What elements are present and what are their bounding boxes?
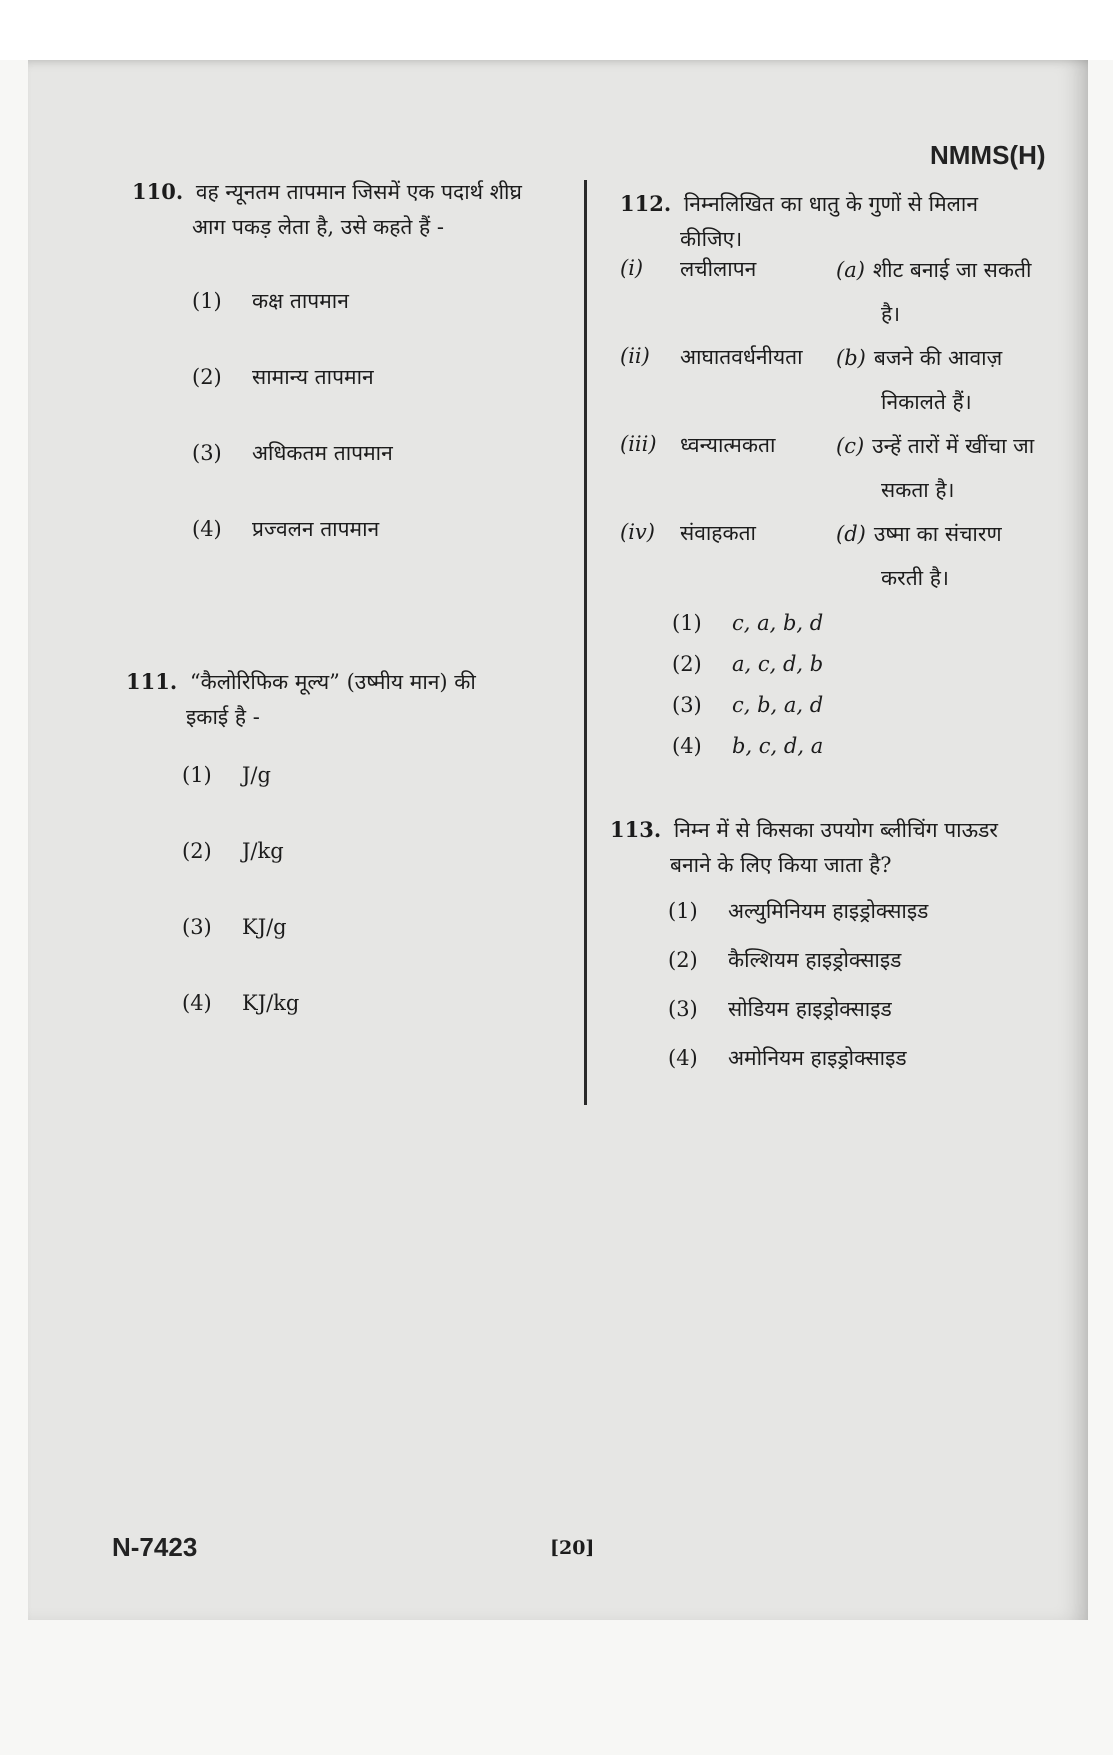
- option-number: (1): [672, 611, 702, 635]
- option-number: (3): [672, 693, 702, 717]
- match-text-cont: सकता है।: [881, 478, 955, 502]
- question-text-line: “कैलोरिफिक मूल्य” (उष्मीय मान) की: [189, 670, 476, 694]
- question-number: 112.: [620, 191, 672, 216]
- option-text: सामान्य तापमान: [252, 365, 374, 389]
- option-110-2[interactable]: [192, 362, 374, 392]
- option-number: (2): [672, 652, 702, 676]
- match-right-a: [836, 248, 1031, 336]
- match-text: शीट बनाई जा सकती: [872, 258, 1032, 282]
- match-left-ii: आघातवर्धनीयता: [680, 345, 803, 369]
- booklet-code-footer: N-7423: [112, 1532, 198, 1562]
- match-left-iv: संवाहकता: [680, 521, 756, 545]
- match-text: उष्मा का संचारण: [873, 522, 1002, 546]
- option-text: J/kg: [242, 839, 284, 863]
- question-111-line2: इकाई है -: [186, 705, 260, 729]
- option-text: KJ/g: [242, 915, 287, 939]
- option-110-1[interactable]: [192, 286, 349, 316]
- column-divider: [584, 180, 587, 1105]
- option-number: (3): [668, 997, 698, 1021]
- question-110-line2: आग पकड़ लेता है, उसे कहते हैं -: [192, 215, 444, 239]
- scan-background: [0, 0, 1113, 60]
- option-text: सोडियम हाइड्रोक्साइड: [728, 997, 892, 1021]
- match-roman-iv: (iv): [620, 520, 655, 544]
- match-text: उन्हें तारों में खींचा जा: [872, 434, 1035, 458]
- option-text: कक्ष तापमान: [252, 289, 349, 313]
- question-text-line: निम्नलिखित का धातु के गुणों से मिलान: [683, 192, 978, 216]
- option-number: (1): [182, 763, 212, 787]
- question-text-line: निम्न में से किसका उपयोग ब्लीचिंग पाऊडर: [673, 818, 998, 842]
- match-letter: (c): [836, 434, 865, 458]
- page-number: [20]: [550, 1537, 595, 1559]
- option-111-3[interactable]: [182, 912, 287, 942]
- match-right-d: [836, 512, 1002, 600]
- match-text: बजने की आवाज़: [873, 346, 1003, 370]
- option-number: (4): [668, 1046, 698, 1070]
- option-112-3[interactable]: [672, 690, 823, 720]
- option-number: (2): [192, 365, 222, 389]
- question-number: 111.: [126, 669, 178, 694]
- paper-code-header: NMMS(H): [930, 140, 1046, 170]
- option-number: (2): [182, 839, 212, 863]
- option-number: (1): [668, 899, 698, 923]
- option-112-1[interactable]: [672, 608, 823, 638]
- option-111-2[interactable]: [182, 836, 284, 866]
- option-number: (4): [182, 991, 212, 1015]
- option-113-3[interactable]: [668, 994, 892, 1024]
- match-text-cont: है।: [881, 302, 901, 326]
- match-letter: (a): [836, 258, 865, 282]
- question-text-line: वह न्यूनतम तापमान जिसमें एक पदार्थ शीघ्र: [195, 180, 522, 204]
- match-letter: (d): [836, 522, 866, 546]
- question-number: 113.: [610, 817, 662, 842]
- option-text: a, c, d, b: [732, 652, 824, 676]
- option-110-4[interactable]: [192, 514, 379, 544]
- question-113-line2: बनाने के लिए किया जाता है?: [670, 853, 892, 877]
- match-left-iii: ध्वन्यात्मकता: [680, 433, 776, 457]
- option-number: (4): [192, 517, 222, 541]
- question-111: [126, 665, 476, 699]
- option-110-3[interactable]: [192, 438, 393, 468]
- question-112-line2: कीजिए।: [680, 227, 743, 251]
- option-text: कैल्शियम हाइड्रोक्साइड: [728, 948, 902, 972]
- match-text-cont: निकालते हैं।: [881, 390, 972, 414]
- match-text-cont: करती है।: [881, 566, 949, 590]
- option-112-4[interactable]: [672, 731, 823, 761]
- option-number: (2): [668, 948, 698, 972]
- option-113-4[interactable]: [668, 1043, 907, 1073]
- match-roman-i: (i): [620, 256, 644, 280]
- question-112: [620, 187, 978, 221]
- option-text: c, a, b, d: [732, 611, 824, 635]
- match-letter: (b): [836, 346, 866, 370]
- match-right-c: [836, 424, 1034, 512]
- question-number: 110.: [132, 179, 184, 204]
- match-roman-ii: (ii): [620, 344, 650, 368]
- option-number: (1): [192, 289, 222, 313]
- question-110: [132, 175, 522, 209]
- match-right-b: [836, 336, 1002, 424]
- option-text: J/g: [242, 763, 271, 787]
- option-111-1[interactable]: [182, 760, 271, 790]
- option-text: KJ/kg: [242, 991, 300, 1015]
- option-text: c, b, a, d: [732, 693, 824, 717]
- question-113: [610, 813, 998, 847]
- option-113-1[interactable]: [668, 896, 928, 926]
- match-roman-iii: (iii): [620, 432, 657, 456]
- option-text: प्रज्वलन तापमान: [252, 517, 380, 541]
- option-number: (3): [182, 915, 212, 939]
- option-number: (3): [192, 441, 222, 465]
- option-text: अल्युमिनियम हाइड्रोक्साइड: [728, 899, 929, 923]
- option-text: अधिकतम तापमान: [252, 441, 393, 465]
- option-113-2[interactable]: [668, 945, 901, 975]
- option-text: अमोनियम हाइड्रोक्साइड: [728, 1046, 907, 1070]
- option-text: b, c, d, a: [732, 734, 824, 758]
- option-number: (4): [672, 734, 702, 758]
- option-112-2[interactable]: [672, 649, 823, 679]
- option-111-4[interactable]: [182, 988, 299, 1018]
- match-left-i: लचीलापन: [680, 257, 757, 281]
